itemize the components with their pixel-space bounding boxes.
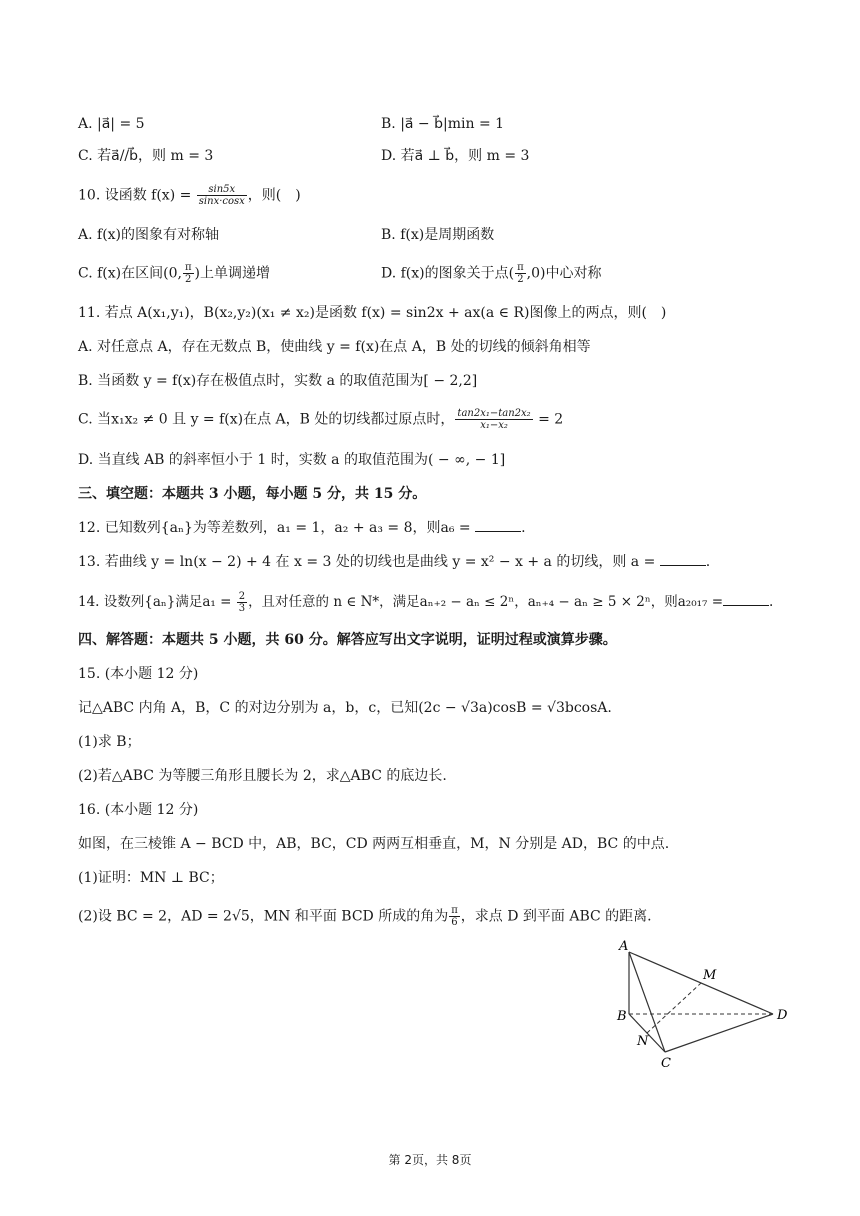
- q16-part2-frac-num: π: [451, 905, 458, 916]
- q9-option-b: B. |a⃗ − b⃗|min = 1: [381, 116, 505, 132]
- label-b: B: [617, 1009, 627, 1024]
- page-footer: 第 2页，共 8页: [388, 1153, 472, 1167]
- q10-option-c-two: 2: [185, 274, 192, 285]
- q14-prefix: 14. 设数列{aₙ}满足a₁ =: [78, 594, 236, 610]
- q16-part2-frac-den: 6: [451, 917, 458, 928]
- q10-stem-prefix: 10. 设函数 f(x) =: [78, 187, 196, 204]
- q10-option-c-prefix: C. f(x)在区间(0,: [78, 265, 182, 282]
- section3-heading: 三、填空题：本题共 3 小题，每小题 5 分，共 15 分。: [78, 486, 427, 502]
- q13: [78, 552, 710, 572]
- q10-stem-suffix: ，则( ): [247, 187, 301, 204]
- q10-option-b: B. f(x)是周期函数: [381, 227, 495, 243]
- q15-stem: 记△ABC 内角 A，B，C 的对边分别为 a，b，c，已知(2c − √3a)cosB = √3bcosA.: [78, 700, 612, 716]
- q11-option-b: B. 当函数 y = f(x)存在极值点时，实数 a 的取值范围为[ − 2,2]: [78, 373, 478, 389]
- q11-option-c: [78, 408, 563, 431]
- q12: [78, 518, 526, 538]
- q14-end: .: [769, 594, 774, 610]
- q10-option-c-suffix: )上单调递增: [194, 265, 270, 282]
- label-a: A: [619, 939, 629, 954]
- q9-option-c: C. 若a⃗//b⃗，则 m = 3: [78, 148, 214, 164]
- q11-option-c-frac: [455, 408, 532, 431]
- q14-suffix: ，且对任意的 n ∈ N*，满足aₙ₊₂ − aₙ ≤ 2ⁿ，aₙ₊₄ − aₙ ≥ 5 × 2ⁿ，则a₂₀₁₇ =: [248, 594, 724, 610]
- q15-part2: (2)若△ABC 为等腰三角形且腰长为 2，求△ABC 的底边长.: [78, 768, 447, 784]
- q12-answer-blank: [475, 519, 521, 532]
- q10-frac-num: sin5x: [197, 184, 247, 196]
- q14-frac-num: 2: [238, 591, 246, 602]
- q10-fraction: [197, 184, 247, 207]
- q11-option-d: D. 当直线 AB 的斜率恒小于 1 时，实数 a 的取值范围为( − ∞, − 1]: [78, 452, 506, 468]
- label-n: N: [637, 1034, 649, 1049]
- q13-text: 13. 若曲线 y = ln(x − 2) + 4 在 x = 3 处的切线也是曲线 y = x² − x + a 的切线，则 a =: [78, 554, 660, 570]
- q16-part2-suffix: ，求点 D 到平面 ABC 的距离.: [460, 908, 652, 925]
- q10-option-d: [381, 262, 602, 285]
- q13-end: .: [705, 554, 711, 570]
- q10-stem: [78, 184, 301, 207]
- label-c: C: [661, 1056, 671, 1071]
- q10-option-d-prefix: D. f(x)的图象关于点(: [381, 265, 515, 282]
- q10-option-d-suffix: ,0)中心对称: [526, 265, 602, 282]
- q16-stem: 如图，在三棱锥 A − BCD 中，AB，BC，CD 两两互相垂直，M，N 分别是 AD，BC 的中点.: [78, 836, 670, 852]
- q10-option-c: [78, 262, 270, 285]
- q10-option-d-frac: [515, 262, 526, 285]
- q10-option-c-pi: π: [184, 262, 192, 273]
- edge-cd: [665, 1014, 773, 1052]
- q14-frac: [237, 591, 247, 614]
- section4-heading: 四、解答题：本题共 5 小题，共 60 分。解答应写出文字说明，证明过程或演算步骤。: [78, 632, 617, 648]
- q9-option-a: A. |a⃗| = 5: [78, 116, 145, 132]
- q13-answer-blank: [660, 553, 706, 566]
- q10-option-d-two: 2: [517, 274, 524, 285]
- q14-frac-den: 3: [238, 603, 246, 614]
- q12-text: 12. 已知数列{aₙ}为等差数列，a₁ = 1，a₂ + a₃ = 8，则a₆ =: [78, 520, 476, 536]
- q10-frac-den: sinx·cosx: [198, 196, 245, 207]
- q16-part2: [78, 905, 652, 928]
- q11-option-c-prefix: C. 当x₁x₂ ≠ 0 且 y = f(x)在点 A，B 处的切线都过原点时，: [78, 411, 455, 428]
- q11-option-c-suffix: = 2: [533, 411, 564, 428]
- q10-option-a: A. f(x)的图象有对称轴: [78, 227, 220, 243]
- q14: [78, 591, 773, 614]
- q11-option-c-den: x₁−x₂: [480, 420, 508, 431]
- q11-option-c-num: tan2x₁−tan2x₂: [457, 408, 531, 419]
- label-m: M: [703, 968, 717, 983]
- q10-option-d-pi: π: [517, 262, 524, 273]
- q14-answer-blank: [723, 593, 769, 606]
- q16-part2-prefix: (2)设 BC = 2，AD = 2√5，MN 和平面 BCD 所成的角为: [78, 908, 449, 925]
- q16-part2-frac: [449, 905, 460, 928]
- label-d: D: [777, 1008, 788, 1023]
- q10-option-c-frac: [183, 262, 194, 285]
- q11-stem: 11. 若点 A(x₁,y₁)，B(x₂,y₂)(x₁ ≠ x₂)是函数 f(x) = sin2x + ax(a ∈ R)图像上的两点，则( ): [78, 305, 667, 321]
- q16-heading: 16. (本小题 12 分): [78, 802, 199, 818]
- q15-part1: (1)求 B；: [78, 734, 141, 750]
- q11-option-a: A. 对任意点 A，存在无数点 B，使曲线 y = f(x)在点 A，B 处的切线的倾斜角相等: [78, 339, 591, 355]
- pyramid-figure: [605, 936, 805, 1072]
- q15-heading: 15. (本小题 12 分): [78, 666, 199, 682]
- q12-end: .: [521, 520, 526, 536]
- q9-option-d: D. 若a⃗ ⊥ b⃗，则 m = 3: [381, 148, 530, 164]
- q16-part1: (1)证明：MN ⊥ BC；: [78, 870, 224, 886]
